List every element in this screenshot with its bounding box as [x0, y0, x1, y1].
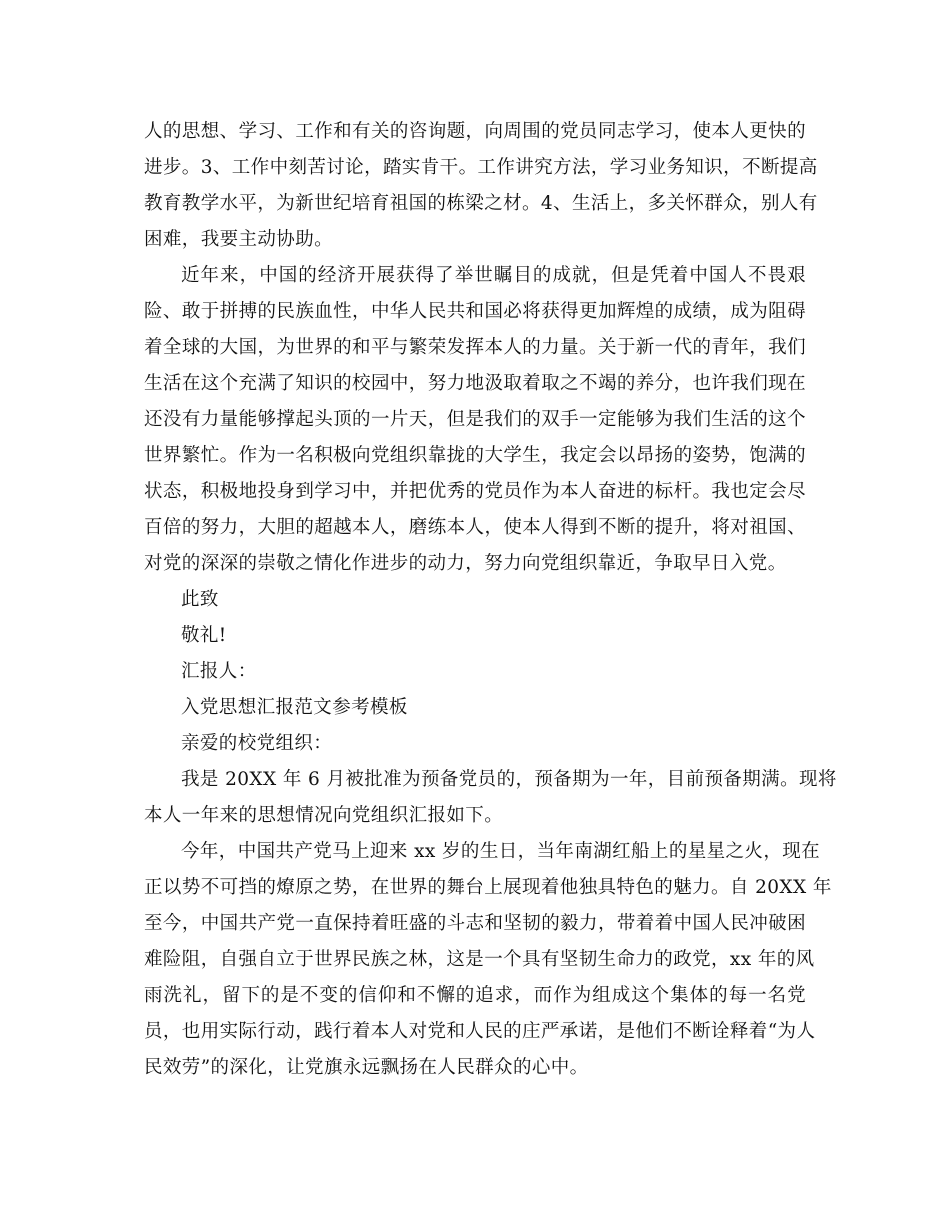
text-line: 生活在这个充满了知识的校园中，努力地汲取着取之不竭的养分，也许我们现在 — [144, 373, 806, 394]
closing-line: 此致 — [181, 589, 219, 610]
text-line: 还没有力量能够撑起头顶的一片天，但是我们的双手一定能够为我们生活的这个 — [144, 409, 806, 430]
text-line: 世界繁忙。作为一名积极向党组织靠拢的大学生，我定会以昂扬的姿势，饱满的 — [144, 445, 806, 466]
text-line: 百倍的努力，大胆的超越本人，磨练本人，使本人得到不断的提升，将对祖国、 — [144, 517, 806, 538]
text-line: 雨洗礼，留下的是不变的信仰和不懈的追求，而作为组成这个集体的每一名党 — [144, 985, 806, 1006]
salutation-line: 敬礼! — [181, 625, 227, 646]
text-line: 困难，我要主动协助。 — [144, 229, 334, 250]
text-line: 人的思想、学习、工作和有关的咨询题，向周围的党员同志学习，使本人更快的 — [144, 121, 806, 142]
text-line: 难险阻，自强自立于世界民族之林，这是一个具有坚韧生命力的政党，xx 年的风 — [144, 949, 815, 970]
section-title: 入党思想汇报范文参考模板 — [181, 697, 408, 718]
text-line: 着全球的大国，为世界的和平与繁荣发挥本人的力量。关于新一代的青年，我们 — [144, 337, 806, 358]
text-line: 员，也用实际行动，践行着本人对党和人民的庄严承诺，是他们不断诠释着“为人 — [144, 1021, 816, 1042]
text-line: 正以势不可挡的燎原之势，在世界的舞台上展现着他独具特色的魅力。自 20XX 年 — [144, 877, 832, 898]
document-body — [144, 114, 837, 1086]
text-line: 至今，中国共产党一直保持着旺盛的斗志和坚韧的毅力，带着着中国人民冲破困 — [144, 913, 806, 934]
paragraph-start-line: 我是 20XX 年 6 月被批准为预备党员的，预备期为一年，目前预备期满。现将 — [181, 769, 837, 790]
text-line: 本人一年来的思想情况向党组织汇报如下。 — [144, 805, 504, 826]
text-line: 险、敢于拼搏的民族血性，中华人民共和国必将获得更加辉煌的成绩，成为阻碍 — [144, 301, 806, 322]
greeting-line: 亲爱的校党组织： — [181, 733, 333, 754]
text-line: 教育教学水平，为新世纪培育祖国的栋梁之材。4、生活上，多关怀群众，别人有 — [144, 193, 818, 214]
text-line: 进步。3、工作中刻苦讨论，踏实肯干。工作讲究方法，学习业务知识，不断提高 — [144, 157, 818, 178]
reporter-line: 汇报人： — [181, 661, 257, 682]
paragraph-start-line: 今年，中国共产党马上迎来 xx 岁的生日，当年南湖红船上的星星之火，现在 — [181, 841, 821, 862]
text-line: 民效劳”的深化，让党旗永远飘扬在人民群众的心中。 — [144, 1057, 589, 1078]
text-line: 对党的深深的崇敬之情化作进步的动力，努力向党组织靠近，争取早日入党。 — [144, 553, 787, 574]
text-line: 状态，积极地投身到学习中，并把优秀的党员作为本人奋进的标杆。我也定会尽 — [144, 481, 806, 502]
paragraph-start-line: 近年来，中国的经济开展获得了举世瞩目的成就，但是凭着中国人不畏艰 — [181, 265, 806, 286]
